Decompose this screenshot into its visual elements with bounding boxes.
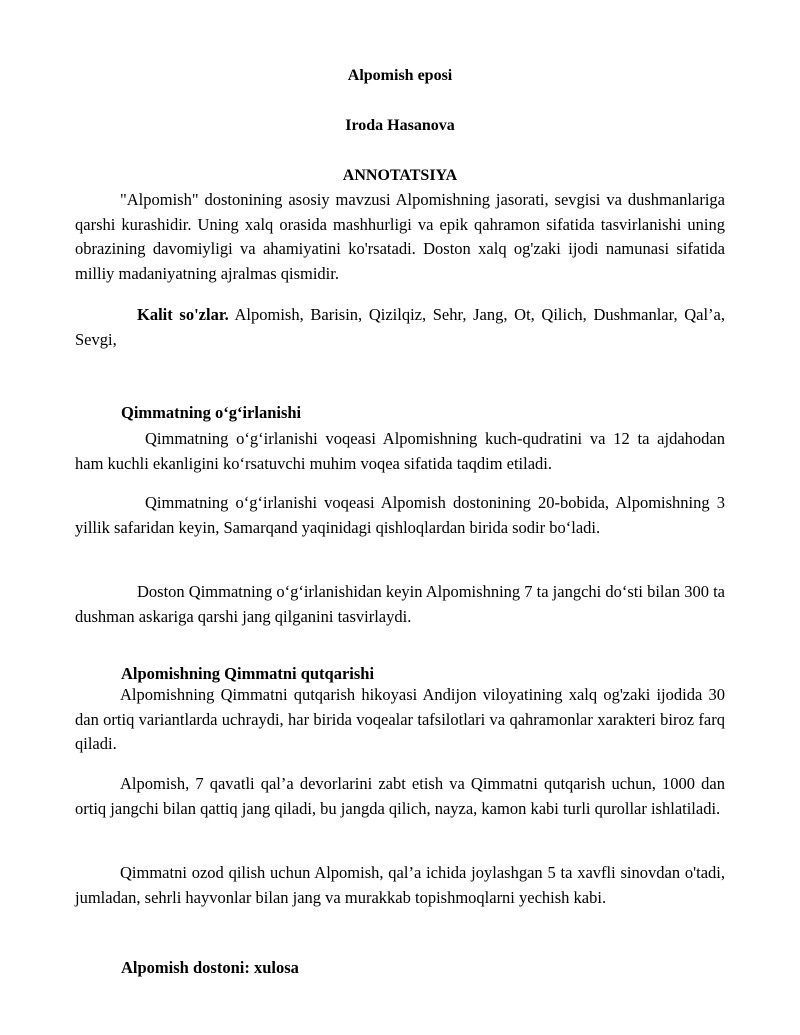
keywords-paragraph xyxy=(75,303,725,352)
keywords-text: Alpomish, Barisin, Qizilqiz, Sehr, Jang, Ot, Qilich, Dushmanlar, Qal’a, Sevgi, xyxy=(75,305,725,349)
section-heading: Qimmatning o‘g‘irlanishi xyxy=(121,403,302,422)
document-title: Alpomish eposi xyxy=(347,67,453,84)
section-paragraph: Doston Qimmatning o‘g‘irlanishidan keyin Alpomishning 7 ta jangchi do‘sti bilan 300 ta dushman askariga qarshi jang qilganini tasvirlaydi. xyxy=(75,582,725,626)
abstract-paragraph: "Alpomish" dostonining asosiy mavzusi Alpomishning jasorati, sevgisi va dushmanlariga qarshi kurashidir. Uning xalq orasida mashhurligi va epik qahramon sifatida tasvirlanishi uning obrazining davomiyligi va ahamiyatini ko'rsatadi. Doston xalq og'zaki ijodi namunasi sifatida milliy madaniyatning ajralmas qismidir. xyxy=(75,190,725,283)
section-heading: Alpomish dostoni: xulosa xyxy=(121,958,299,977)
section-paragraph: Qimmatning o‘g‘irlanishi voqeasi Alpomish dostonining 20-bobida, Alpomishning 3 yillik safaridan keyin, Samarqand yaqinidagi qishloqlardan birida sodir bo‘ladi. xyxy=(75,493,725,537)
abstract-heading: ANNOTATSIYA xyxy=(342,167,458,184)
document-page xyxy=(75,0,725,1035)
section-paragraph: Alpomish, 7 qavatli qal’a devorlarini zabt etish va Qimmatni qutqarish uchun, 1000 dan ortiq jangchi bilan qattiq jang qiladi, bu jangda qilich, nayza, kamon kabi turli qurollar ishlatiladi. xyxy=(75,774,725,818)
section-paragraph: Qimmatning o‘g‘irlanishi voqeasi Alpomishning kuch-qudratini va 12 ta ajdahodan ham kuchli ekanligini ko‘rsatuvchi muhim voqea sifatida taqdim etiladi. xyxy=(75,429,725,473)
section-paragraph: Alpomishning Qimmatni qutqarish hikoyasi Andijon viloyatining xalq og'zaki ijodida 30 dan ortiq variantlarda uchraydi, har birida voqealar tafsilotlari va qahramonlar xarakteri biroz farq qiladi. xyxy=(75,685,725,753)
document-author: Iroda Hasanova xyxy=(345,117,455,134)
section-heading: Alpomishning Qimmatni qutqarishi xyxy=(121,664,375,683)
keywords-label: Kalit so'zlar. xyxy=(137,305,229,324)
section-paragraph: Qimmatni ozod qilish uchun Alpomish, qal’a ichida joylashgan 5 ta xavfli sinovdan o'tadi, jumladan, sehrli hayvonlar bilan jang va murakkab topishmoqlarni yechish kabi. xyxy=(75,863,725,907)
